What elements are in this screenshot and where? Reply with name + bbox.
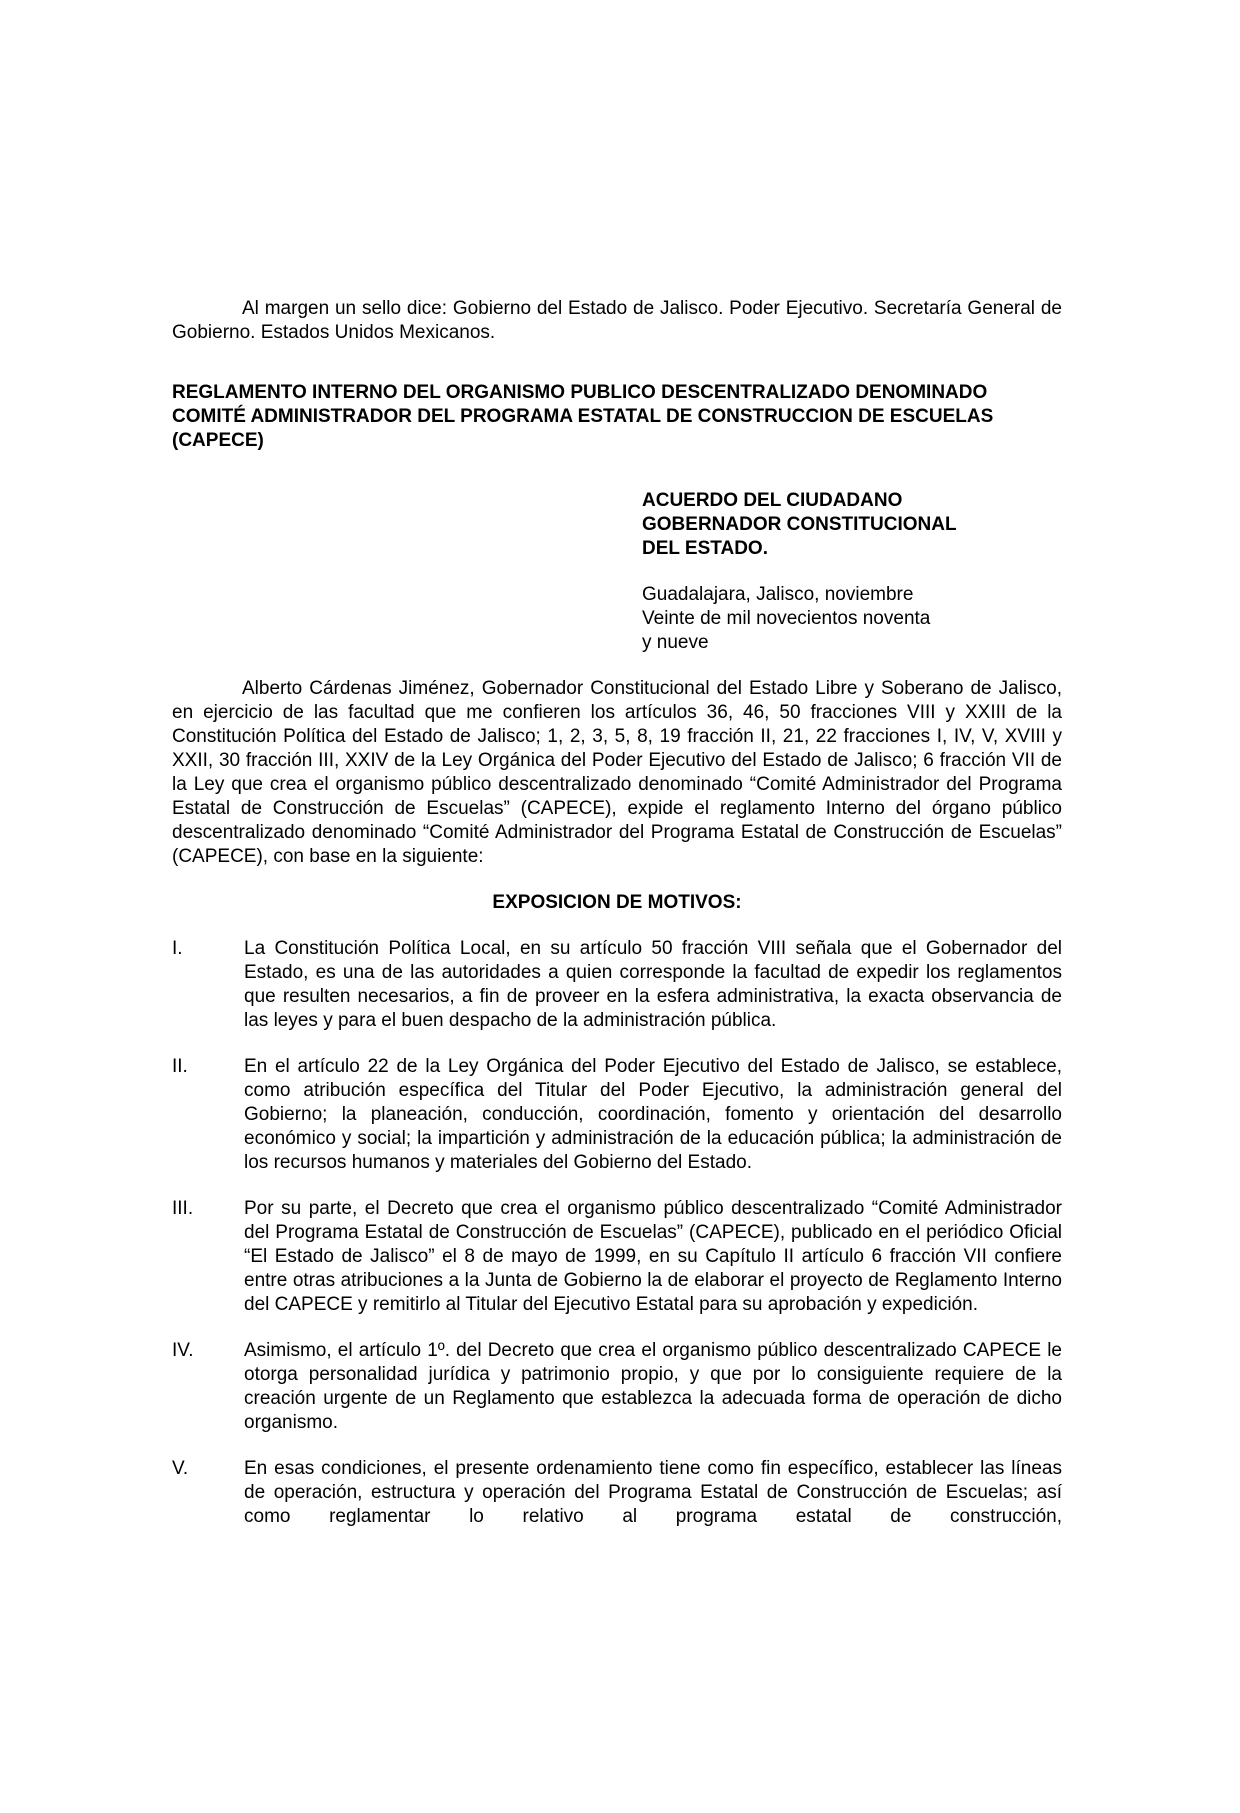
acuerdo-line: DEL ESTADO. [642, 538, 768, 559]
acuerdo-block [642, 489, 1062, 561]
motivo-item [172, 1197, 1062, 1317]
document-title: REGLAMENTO INTERNO DEL ORGANISMO PUBLICO DESCENTRALIZADO DENOMINADO COMITÉ ADMINISTRADOR DEL PROGRAMA ESTATAL DE CONSTRUCCION DE ESCUELAS (CAPECE) [172, 382, 994, 451]
motivo-item [172, 1339, 1062, 1435]
date-block [642, 583, 1062, 655]
motivo-item [172, 1457, 1062, 1529]
acuerdo-line: ACUERDO DEL CIUDADANO [642, 490, 903, 511]
intro-paragraph: Alberto Cárdenas Jiménez, Gobernador Constitucional del Estado Libre y Soberano de Jalisco, en ejercicio de las facultad que me confieren los artículos 36, 46, 50 fracciones VIII y XXIII de la Constitución Política del Estado de Jalisco; 1, 2, 3, 5, 8, 19 fracción II, 21, 22 fracciones I, IV, V, XVIII y XXII, 30 fracción III, XXIV de la Ley Orgánica del Poder Ejecutivo del Estado de Jalisco; 6 fracción VII de la Ley que crea el organismo público descentralizado denominado “Comité Administrador del Programa Estatal de Construcción de Escuelas” (CAPECE), expide el reglamento Interno del órgano público descentralizado denominado “Comité Administrador del Programa Estatal de Construcción de Escuelas” (CAPECE), con base en la siguiente: [172, 678, 1062, 867]
item-number: V. [172, 1458, 189, 1479]
item-number: I. [172, 938, 183, 959]
date-line: Veinte de mil novecientos noventa [642, 608, 931, 629]
item-text: Por su parte, el Decreto que crea el organismo público descentralizado “Comité Administrador del Programa Estatal de Construcción de Escuelas” (CAPECE), publicado en el periódico Oficial “El Estado de Jalisco” el 8 de mayo de 1999, en su Capítulo II artículo 6 fracción VII confiere entre otras atribuciones a la Junta de Gobierno la de elaborar el proyecto de Reglamento Interno del CAPECE y remitirlo al Titular del Ejecutivo Estatal para su aprobación y expedición. [244, 1198, 1062, 1315]
date-line: y nueve [642, 632, 709, 653]
item-number: II. [172, 1056, 188, 1077]
motivo-item [172, 1055, 1062, 1175]
item-number: IV. [172, 1340, 194, 1361]
section-heading: EXPOSICION DE MOTIVOS: [492, 892, 742, 913]
item-text: La Constitución Política Local, en su artículo 50 fracción VIII señala que el Gobernador del Estado, es una de las autoridades a quien corresponde la facultad de expedir los reglamentos que resulten necesarios, a fin de proveer en la esfera administrativa, la exacta observancia de las leyes y para el buen despacho de la administración pública. [244, 938, 1062, 1031]
motivo-item [172, 937, 1062, 1033]
document-page [172, 297, 1062, 1551]
acuerdo-line: GOBERNADOR CONSTITUCIONAL [642, 514, 957, 535]
item-text: En esas condiciones, el presente ordenamiento tiene como fin específico, establecer las líneas de operación, estructura y operación del Programa Estatal de Construcción de Escuelas; así como reglamentar lo relativo al programa estatal de construcción, [244, 1458, 1062, 1527]
margin-note: Al margen un sello dice: Gobierno del Estado de Jalisco. Poder Ejecutivo. Secretaría General de Gobierno. Estados Unidos Mexicanos. [172, 298, 1062, 343]
date-line: Guadalajara, Jalisco, noviembre [642, 584, 914, 605]
item-number: III. [172, 1198, 194, 1219]
item-text: En el artículo 22 de la Ley Orgánica del Poder Ejecutivo del Estado de Jalisco, se establece, como atribución específica del Titular del Poder Ejecutivo, la administración general del Gobierno; la planeación, conducción, coordinación, fomento y orientación del desarrollo económico y social; la impartición y administración de la educación pública; la administración de los recursos humanos y materiales del Gobierno del Estado. [244, 1056, 1062, 1173]
item-text: Asimismo, el artículo 1º. del Decreto que crea el organismo público descentralizado CAPECE le otorga personalidad jurídica y patrimonio propio, y que por lo consiguiente requiere de la creación urgente de un Reglamento que establezca la adecuada forma de operación de dicho organismo. [244, 1340, 1062, 1433]
